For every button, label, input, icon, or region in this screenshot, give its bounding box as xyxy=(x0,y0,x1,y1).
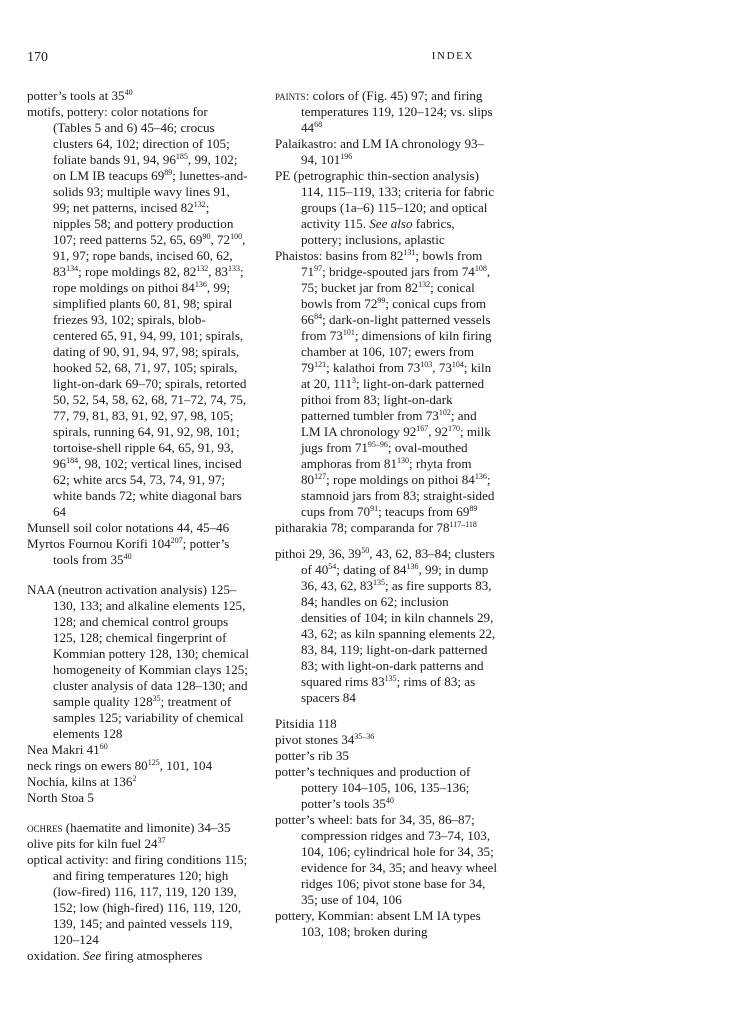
page-number: 170 xyxy=(27,50,48,65)
index-entry: potter’s tools at $35^{40}$ xyxy=(27,88,133,103)
index-entry: Nea Makri $41^{60}$ xyxy=(27,742,108,757)
index-entry: Nochia, kilns at $136^2$ xyxy=(27,774,137,789)
index-entry: neck rings on ewers $80^{125}$, 101, 104 xyxy=(27,758,213,773)
index-entry: olive pits for kiln fuel $24^{37}$ xyxy=(27,836,166,851)
index-entry: pottery, Kommian: absent LM IA types 103, 108; broken during xyxy=(275,908,481,939)
index-entry: motifs, pottery: color notations for (Tables 5 and 6) 45–46; crocus clusters 64, 102; direction of 105; foliate bands 91, 94, $96^{185}$, 99, 102; on LM IB teacups $69^{89}$; lunettes-and-solids 93; multiple wavy lines 91, 99; net patterns, incised $82^{132}$; nipples 58; and pottery production 107; reed patterns 52, 65, $69^{90}$, $72^{100}$, 91, 97; rope bands, incised 60, 62, $83^{134}$; rope moldings 82, $82^{132}$, $83^{133}$; rope moldings on pithoi $84^{136}$, 99; simplified plants 60, 81, 98; spiral friezes 93, 102; spirals, blob-centered 65, 91, 94, 99, 101; spirals, dating of 90, 91, 94, 97, 98; spirals, hooked 52, 68, 71, 97, 105; spirals, light-on-dark 69–70; spirals, retorted 50, 52, 54, 58, 62, 68, 71–72, 74, 75, 77, 79, 81, 83, 91, 92, 97, 98, 105; spirals, running 64, 91, 92, 98, 101; tortoise-shell ripple 64, 65, 91, 93, $96^{184}$, 98, 102; vertical lines, incised 62; white arcs 54, 73, 74, 91, 97; white bands 72; white diagonal bars 64 xyxy=(27,104,248,519)
index-entry: NAA (neutron activation analysis) 125–130, 133; and alkaline elements 125, 128; and chemical control groups 125, 128; chemical fingerprint of Kommian pottery 128, 130; chemical homogeneity of Kommian clays 125; cluster analysis of data 128–130; and sample quality $128^{35}$; treatment of samples 125; variability of chemical elements 128 xyxy=(27,582,249,741)
running-head: INDEX xyxy=(431,50,474,62)
index-entry: pivot stones 34$^{35-36}$ xyxy=(275,732,375,747)
index-entry: PE (petrographic thin-section analysis) 114, 115–119, 133; criteria for fabric groups (1a–6) 115–120; and optical activity 115. See also fabrics, pottery; inclusions, aplastic xyxy=(275,168,495,247)
index-entry: optical activity: and firing conditions 115; and firing temperatures 120; high (low-fired) 116, 117, 119, 120 139, 152; low (high-fired) 116, 119, 120, 139, 145; and painted vessels 119, 120–124 xyxy=(27,852,248,947)
index-entry: Phaistos: basins from $82^{131}$; bowls from $71^{97}$; bridge-spouted jars from $74^{108}$, 75; bucket jar from $82^{132}$; conical bowls from $72^{99}$; conical cups from $66^{84}$; dark-on-light patterned vessels from $73^{101}$; dimensions of kiln firing chamber at 106, 107; ewers from $79^{121}$; kalathoi from $73^{103}$, $73^{104}$; kiln at 20, $111^3$; light-on-dark patterned pithoi from 83; light-on-dark patterned tumbler from $73^{102}$; and LM IA chronology $92^{167}$, $92^{170}$; milk jugs from 71$^{95-96}$; oval-mouthed amphoras from $81^{130}$; rhyta from $80^{127}$; rope moldings on pithoi $84^{136}$; stamnoid jars from 83; straight-sided cups from $70^{91}$; teacups from $69^{89}$ xyxy=(275,248,495,519)
index-entry: potter’s rib 35 xyxy=(275,748,349,763)
index-entry: pitharakia 78; comparanda for 78$^{117-118}$ xyxy=(275,520,477,535)
index-entry: Palaikastro: and LM IA chronology 93–94, $101^{196}$ xyxy=(275,136,485,167)
index-entry: Munsell soil color notations 44, 45–46 xyxy=(27,520,230,535)
index-entry: Pitsidia 118 xyxy=(275,716,337,731)
index-column-left xyxy=(27,88,249,964)
index-entry: potter’s techniques and production of pottery 104–105, 106, 135–136; potter’s tools $35^{40}$ xyxy=(275,764,471,811)
index-entry: paints: colors of (Fig. 45) 97; and firing temperatures 119, 120–124; vs. slips $44^{68}$ xyxy=(275,88,493,135)
index-entry: pithoi 29, 36, $39^{50}$, 43, 62, 83–84; clusters of $40^{54}$; dating of $84^{136}$, 99; in dump 36, 43, 62, $83^{135}$; as fire supports 83, 84; handles on 62; inclusion densities of 104; in kiln channels 29, 43, 62; as kiln spanning elements 22, 83, 84, 119; light-on-dark patterned 83; with light-on-dark patterns and squared rims $83^{135}$; rims of 83; as spacers 84 xyxy=(275,546,496,705)
index-entry: potter’s wheel: bats for 34, 35, 86–87; compression ridges and 73–74, 103, 104, 106; cylindrical hole for 34, 35; evidence for 34, 35; and heavy wheel ridges 106; pivot stone base for 34, 35; use of 104, 106 xyxy=(275,812,497,907)
index-entry: ochres (haematite and limonite) 34–35 xyxy=(27,820,231,835)
index-entry: oxidation. See firing atmospheres xyxy=(27,948,203,963)
index-entry: North Stoa 5 xyxy=(27,790,94,805)
index-entry: Myrtos Fournou Korifi $104^{207}$; potter’s tools from $35^{40}$ xyxy=(27,536,230,567)
index-column-right xyxy=(275,88,497,940)
